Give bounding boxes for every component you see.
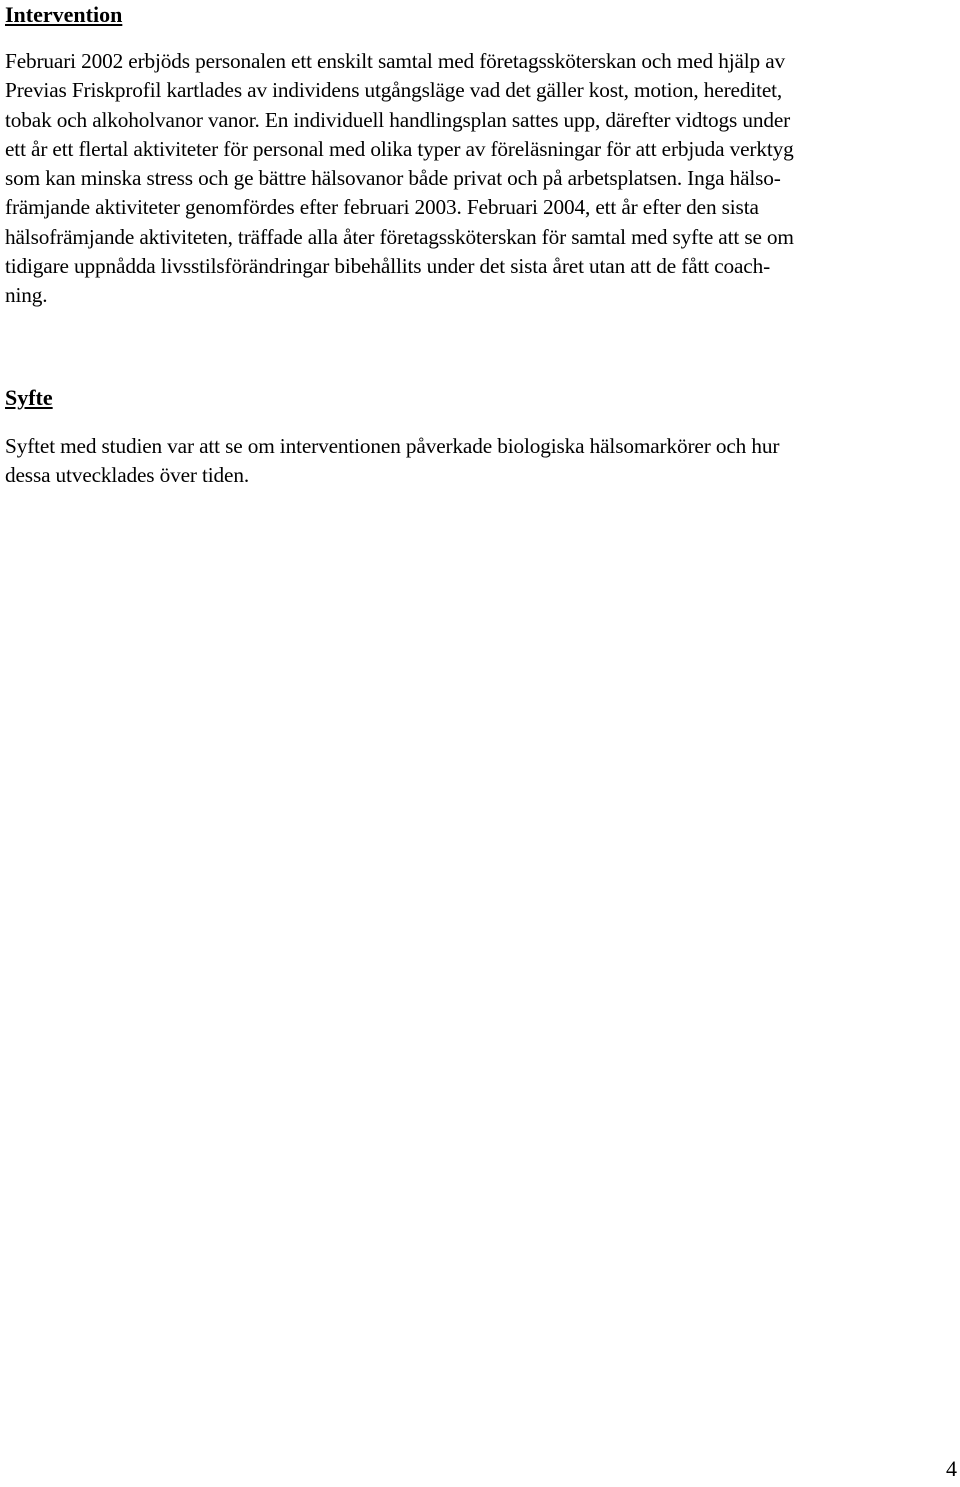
text-line: hälsofrämjande aktiviteten, träffade alla åter företagssköterskan för samtal med syfte att se om	[5, 224, 794, 249]
paragraph-intervention	[5, 47, 957, 311]
text-line: främjande aktiviteter genomfördes efter februari 2003. Februari 2004, ett år efter den sista	[5, 195, 759, 220]
text-line: tidigare uppnådda livsstilsförändringar bibehållits under det sista året utan att de fått coach-	[5, 254, 771, 279]
page-number: 4	[946, 1456, 957, 1481]
paragraph-syfte	[5, 432, 957, 491]
text-line: som kan minska stress och ge bättre hälsovanor både privat och på arbetsplatsen. Inga hälso-	[5, 166, 781, 191]
text-line: Previas Friskprofil kartlades av individens utgångsläge vad det gäller kost, motion, hereditet,	[5, 78, 783, 103]
text-line: tobak och alkoholvanor vanor. En individuell handlingsplan sattes upp, därefter vidtogs under	[5, 107, 791, 132]
section-heading-intervention: Intervention	[5, 2, 123, 27]
text-line: dessa utvecklades över tiden.	[5, 463, 250, 488]
text-line: ett år ett flertal aktiviteter för personal med olika typer av föreläsningar för att erbjuda verktyg	[5, 136, 794, 161]
text-line: Februari 2002 erbjöds personalen ett enskilt samtal med företagssköterskan och med hjälp av	[5, 49, 786, 73]
text-line: Syftet med studien var att se om interventionen påverkade biologiska hälsomarkörer och hur	[5, 434, 780, 458]
text-line: ning.	[5, 283, 48, 308]
section-heading-syfte: Syfte	[5, 385, 53, 410]
